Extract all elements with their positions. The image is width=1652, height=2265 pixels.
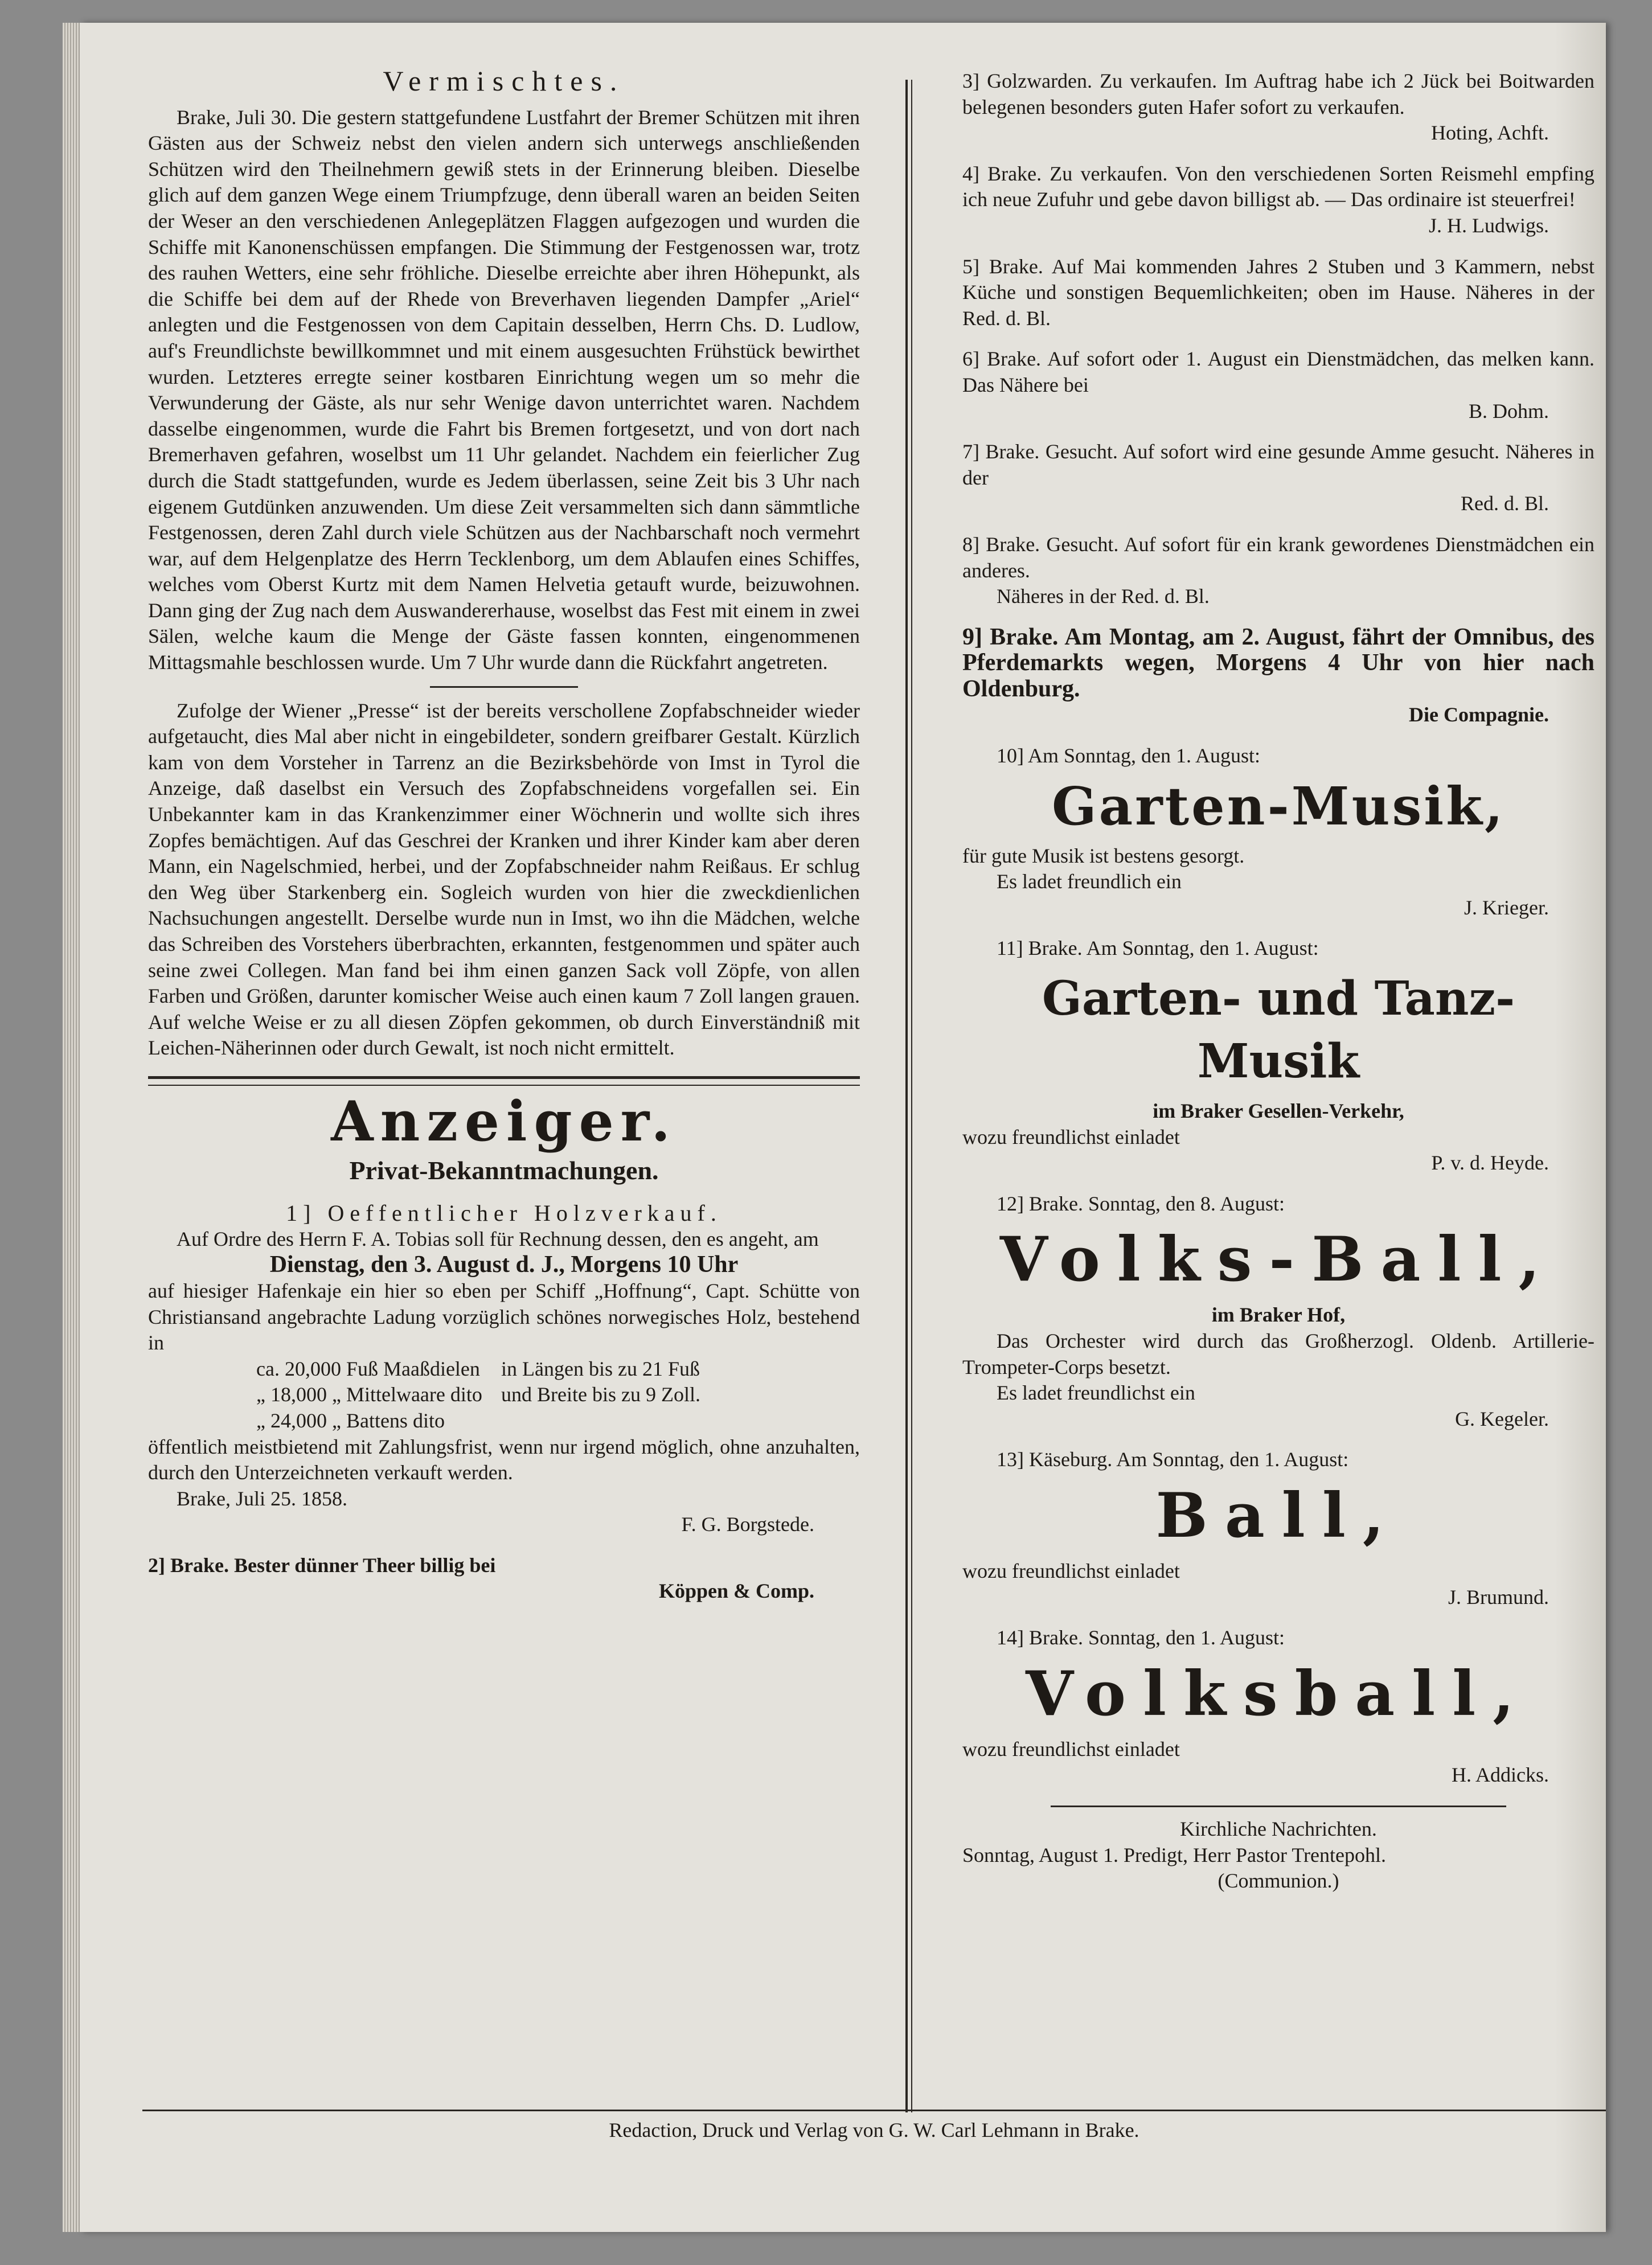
anzeiger-title: Anzeiger. bbox=[331, 1089, 677, 1154]
ad9-text: 9] Brake. Am Montag, am 2. August, fährt der Omnibus, des Pferdemarkts wegen, Morgens 4 Uhr von hier nach Oldenburg. bbox=[962, 623, 1594, 702]
ad1-signature: F. G. Borgstede. bbox=[681, 1513, 814, 1536]
ad8-text: 8] Brake. Gesucht. Auf sofort für ein krank gewordenes Dienstmädchen ein anderes. bbox=[962, 532, 1594, 582]
section-rule-thick bbox=[148, 1076, 860, 1079]
article-divider bbox=[430, 686, 578, 688]
book-page-stack bbox=[63, 23, 80, 2232]
ad13-signature: J. Brumund. bbox=[1448, 1585, 1549, 1609]
kirche-title: Kirchliche Nachrichten. bbox=[1180, 1817, 1377, 1840]
ad14-signature: H. Addicks. bbox=[1452, 1763, 1549, 1787]
ad14-text: wozu freundlichst einladet bbox=[962, 1737, 1180, 1761]
ad14-display: Volksball, bbox=[1026, 1657, 1531, 1730]
ad2-text: 2] Brake. Bester dünner Theer billig bei bbox=[148, 1553, 496, 1577]
ad9-signature: Die Compagnie. bbox=[1409, 703, 1549, 727]
ad7-text: 7] Brake. Gesucht. Auf sofort wird eine gesunde Amme gesucht. Näheres in der bbox=[962, 440, 1594, 489]
ad1-wood-table bbox=[148, 1356, 860, 1434]
kirche-text: Sonntag, August 1. Predigt, Herr Pastor Trentepohl. bbox=[962, 1843, 1386, 1866]
ad11-text: wozu freundlichst einladet bbox=[962, 1125, 1180, 1148]
ad1-row: „ 24,000 „ Battens dito bbox=[256, 1409, 445, 1432]
ad4-signature: J. H. Ludwigs. bbox=[1428, 214, 1549, 237]
article-zopfabschneider: Zufolge der Wiener „Presse“ ist der bereits verschollene Zopfabschneider wieder aufgetaucht, dies Mal aber nicht in eingebildeter, sondern greifbarer Gestalt. Kürzlich kam von dem Vorsteher in Tarrenz an die Bezirksbehörde von Imst in Tyrol die Anzeige, daß daselbst ein Versuch des Zopfabschneidens vorgefallen sei. Ein Unbekannter kam in das Krankenzimmer einer Wöchnerin und wollte sich ihres Zopfes bemächtigen. Auf das Geschrei der Kranken und ihrer Kinder kam aber deren Mann, ein Nagelschmied, herbei, und der Zopfabschneider nahm Reißaus. Er schlug den Weg über Starkenberg ein. Sogleich wurden von hier die zweckdienlichen Nachsuchungen angestellt. Derselbe wurde nun in Imst, wo ihn die Mädchen, welche das Schreiben des Vorstehers überbrachten, erkannten, festgenommen und später auch seine zwei Collegen. Man fand bei ihm einen ganzen Sack voll Zöpfe, von allen Farben und Größen, darunter komischer Weise auch einen kaum 7 Zoll langen grauen. Auf welche Weise er zu all diesen Zöpfen gekommen, ob durch Einverständniß mit Leichen-Näherinnen oder durch Gewalt, ist noch nicht ermittelt. bbox=[148, 699, 860, 1060]
ad11-display: Garten- und Tanz-Musik bbox=[1042, 971, 1515, 1089]
column-rule bbox=[905, 80, 908, 2112]
ad2-signature: Köppen & Comp. bbox=[658, 1579, 814, 1603]
column-rule-inner bbox=[911, 80, 912, 2112]
footer-rule bbox=[142, 2110, 1606, 2111]
ad6-signature: B. Dohm. bbox=[1468, 399, 1549, 422]
ad10-line: 10] Am Sonntag, den 1. August: bbox=[997, 744, 1261, 768]
ad12-text: Das Orchester wird durch das Großherzogl. Oldenb. Artillerie-Trompeter-Corps besetzt. bbox=[962, 1330, 1594, 1378]
left-column bbox=[148, 65, 860, 1605]
ad12-display: Volks-Ball, bbox=[999, 1224, 1557, 1296]
ad3-text: 3] Golzwarden. Zu verkaufen. Im Auftrag habe ich 2 Jück bei Boitwarden belegenen besonders guten Hafer sofort zu verkaufen. bbox=[962, 69, 1594, 118]
ad3-signature: Hoting, Achft. bbox=[1431, 121, 1549, 145]
article-schuetzen: Brake, Juli 30. Die gestern stattgefundene Lustfahrt der Bremer Schützen mit ihren Gästen aus der Schweiz nebst den vielen andern sich unterwegs anschließenden Schützen wird den Theilnehmern gewiß stets in der Erinnerung bleiben. Dieselbe glich auf dem ganzen Wege einem Triumpfzuge, denn überall waren an beiden Seiten der Weser an den verschiedenen Anlegeplätzen Flaggen aufgezogen und wurden die Schiffe mit Kanonenschüssen empfangen. Die Stimmung der Festgenossen war, trotz des rauhen Wetters, eine sehr fröhliche. Dieselbe erreichte aber ihren Höhepunkt, als die Schiffe bei dem auf der Rhede von Breverhaven liegenden Dampfer „Ariel“ anlegten und die Festgenossen von dem Capitain desselben, Herrn Chs. D. Ludlow, auf's Freundlichste bewillkommnet und mit einem ausgesuchten Frühstück bewirthet wurden. Letzteres erregte seiner kostbaren Einrichtung wegen um so mehr die Verwunderung der Gäste, als nur sehr Wenige davon unterrichtet waren. Nachdem dasselbe eingenommen, wurde die Fahrt bis Bremen fortgesetzt, und von dort nach Bremerhaven gefahren, woselbst um 11 Uhr gelandet. Nachdem ein feierlicher Zug durch die Stadt stattgefunden, wurde es Jedem überlassen, seine Zeit bis 3 Uhr nach eigenem Gutdünken anzuwenden. Um diese Zeit versammelten sich dann sämmtliche Festgenossen, deren Zahl durch viele Schützen aus der Nachbarschaft noch vermehrt war, auf dem Helgenplatze des Herrn Tecklenborg, um dem Ablaufen eines Schiffes, welches vom Oberst Kurtz mit dem Namen Helvetia getauft wurde, beizuwohnen. Dann ging der Zug nach dem Auswandererhause, woselbst das Fest mit einem in zwei Sälen, welche kaum die Menge der Gäste fassen konnten, eingenommenen Mittagsmahle beschlossen wurde. Um 7 Uhr wurde dann die Rückfahrt angetreten. bbox=[148, 105, 860, 674]
ad1-text1: Auf Ordre des Herrn F. A. Tobias soll für Rechnung dessen, den es angeht, am bbox=[177, 1227, 819, 1250]
ad14-line: 14] Brake. Sonntag, den 1. August: bbox=[997, 1626, 1285, 1649]
right-column bbox=[962, 68, 1594, 1894]
ad1-text2: auf hiesiger Hafenkaje ein hier so eben per Schiff „Hoffnung“, Capt. Schütte von Christiansand angebrachte Ladung vorzüglich schönes norwegisches Holz, bestehend in bbox=[148, 1279, 860, 1355]
ad12-line: 12] Brake. Sonntag, den 8. August: bbox=[997, 1192, 1285, 1215]
ad12-sub: im Braker Hof, bbox=[1211, 1303, 1346, 1327]
ad1-row: ca. 20,000 Fuß Maaßdielen in Längen bis zu 21 Fuß bbox=[256, 1357, 700, 1380]
ad11-signature: P. v. d. Heyde. bbox=[1431, 1151, 1549, 1175]
ad5-text: 5] Brake. Auf Mai kommenden Jahres 2 Stuben und 3 Kammern, nebst Küche und sonstigen Bequemlichkeiten; oben im Hause. Näheres in der Red. d. Bl. bbox=[962, 255, 1594, 330]
ad7-signature: Red. d. Bl. bbox=[1460, 492, 1549, 515]
ad11-line: 11] Brake. Am Sonntag, den 1. August: bbox=[997, 937, 1319, 960]
ad8-text2: Näheres in der Red. d. Bl. bbox=[997, 585, 1210, 608]
ad6-text: 6] Brake. Auf sofort oder 1. August ein Dienstmädchen, das melken kann. Das Nähere bei bbox=[962, 347, 1594, 396]
ad4-text: 4] Brake. Zu verkaufen. Von den verschiedenen Sorten Reismehl empfing ich neue Zufuhr und gebe davon billigst ab. — Das ordinaire ist steuerfrei! bbox=[962, 162, 1594, 211]
kirche-sub: (Communion.) bbox=[1218, 1869, 1339, 1893]
ad1-title: 1] Oeffentlicher Holzverkauf. bbox=[286, 1200, 722, 1226]
ad13-display: Ball, bbox=[1155, 1479, 1401, 1552]
ad10-text2: Es ladet freundlich ein bbox=[997, 870, 1182, 893]
ad1-date: Dienstag, den 3. August d. J., Morgens 10 Uhr bbox=[269, 1252, 739, 1278]
ad10-signature: J. Krieger. bbox=[1464, 896, 1549, 919]
ad11-sub: im Braker Gesellen-Verkehr, bbox=[1153, 1099, 1404, 1123]
section-rule-thin bbox=[148, 1085, 860, 1086]
ad13-text: wozu freundlichst einladet bbox=[962, 1559, 1180, 1582]
imprint-footer: Redaction, Druck und Verlag von G. W. Carl Lehmann in Brake. bbox=[609, 2119, 1139, 2141]
ad1-text3: öffentlich meistbietend mit Zahlungsfrist, wenn nur irgend möglich, ohne anzuhalten, durch den Unterzeichneten verkauft werden. bbox=[148, 1435, 860, 1484]
kirche-rule bbox=[1051, 1806, 1506, 1807]
ad10-display: Garten-Musik, bbox=[1052, 775, 1505, 837]
ad1-place: Brake, Juli 25. 1858. bbox=[177, 1487, 347, 1510]
ad10-text: für gute Musik ist bestens gesorgt. bbox=[962, 844, 1245, 867]
ad13-line: 13] Käseburg. Am Sonntag, den 1. August: bbox=[997, 1448, 1349, 1471]
ad1-row: „ 18,000 „ Mittelwaare dito und Breite bis zu 9 Zoll. bbox=[256, 1383, 700, 1406]
privat-heading: Privat-Bekanntmachungen. bbox=[349, 1155, 659, 1185]
ad12-text2: Es ladet freundlichst ein bbox=[997, 1381, 1195, 1405]
section-heading-vermischtes: Vermischtes. bbox=[383, 65, 625, 97]
ad12-signature: G. Kegeler. bbox=[1455, 1407, 1549, 1430]
